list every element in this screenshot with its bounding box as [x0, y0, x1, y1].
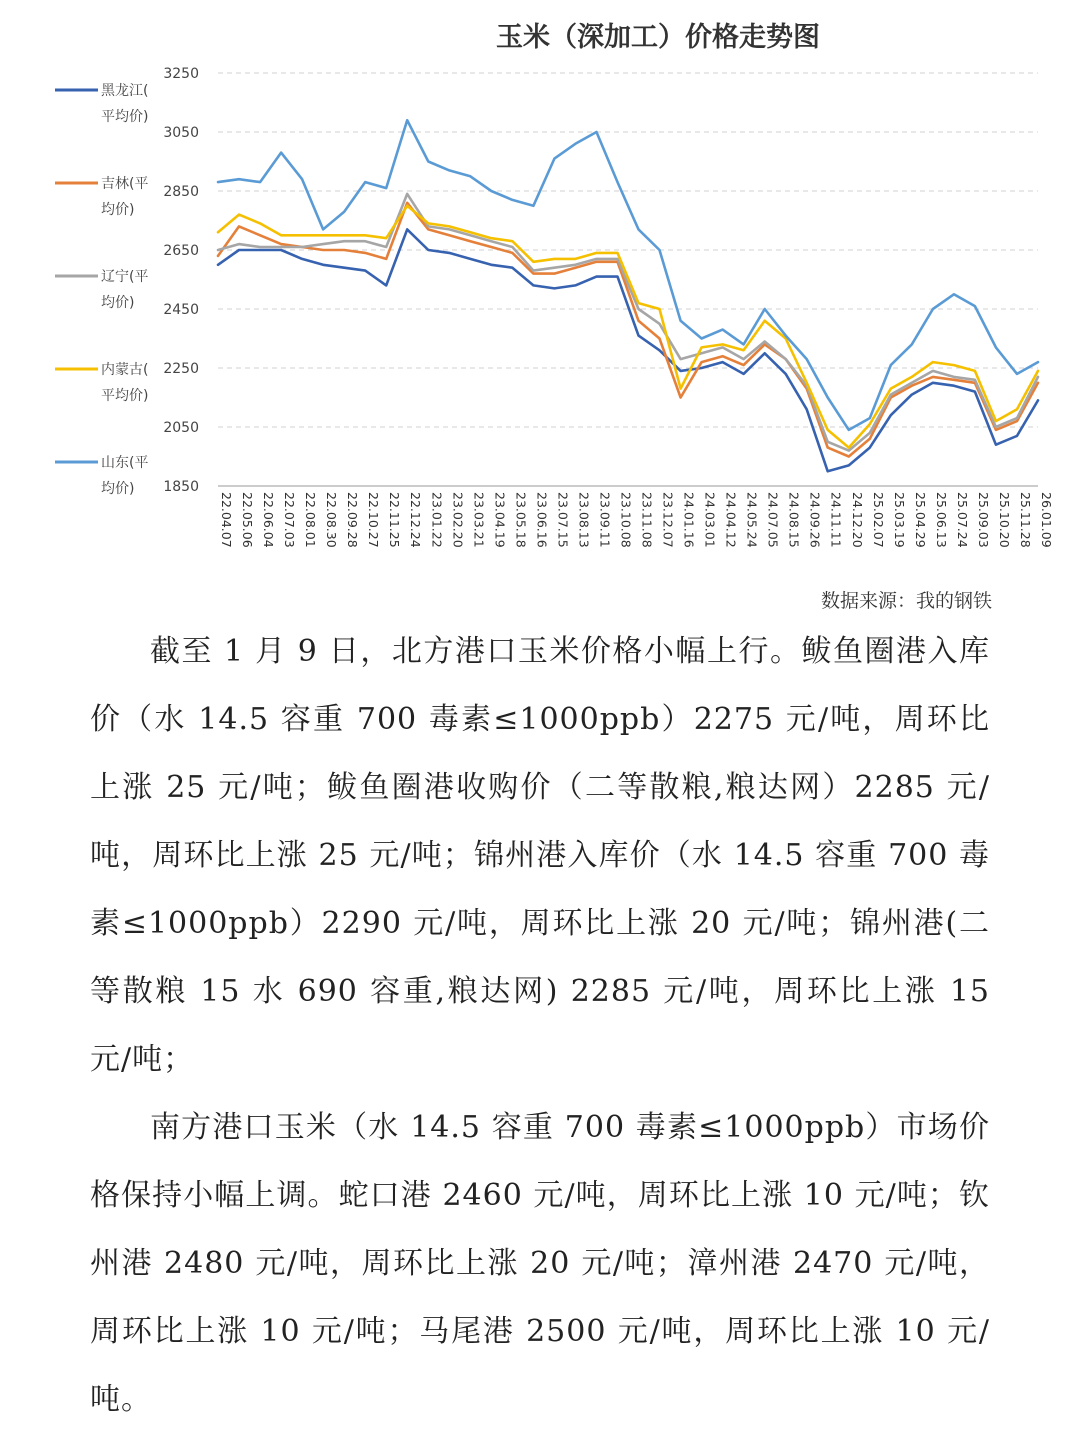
price-trend-chart: [0, 0, 1080, 600]
x-tick-label: 24.08.15: [786, 492, 802, 548]
x-tick-label: 24.11.11: [828, 492, 844, 548]
series-line-1: [218, 229, 1038, 471]
x-tick-label: 22.10.27: [366, 492, 382, 548]
y-tick-label: 2450: [163, 302, 199, 318]
legend-label: 辽宁(平: [101, 269, 149, 285]
x-tick-label: 23.02.20: [450, 492, 466, 548]
legend-label: 平均价): [101, 109, 149, 125]
article-body: [90, 618, 990, 1434]
x-tick-label: 23.03.21: [471, 492, 487, 548]
x-tick-label: 24.05.24: [744, 492, 760, 548]
x-tick-label: 25.11.28: [1017, 492, 1033, 548]
y-axis-ticks: [163, 66, 199, 495]
chart-title: 玉米（深加工）价格走势图: [496, 22, 820, 53]
x-tick-label: 23.09.11: [597, 492, 613, 548]
x-tick-label: 23.10.08: [618, 492, 634, 548]
x-tick-label: 22.04.07: [219, 492, 234, 548]
y-tick-label: 2250: [163, 361, 199, 377]
x-tick-label: 25.09.03: [975, 492, 991, 548]
legend-label: 平均价): [101, 388, 149, 404]
x-tick-label: 23.08.13: [576, 492, 592, 548]
x-tick-label: 25.06.13: [933, 492, 949, 548]
series-lines: [218, 120, 1038, 471]
y-tick-label: 3050: [163, 125, 199, 141]
legend-label: 均价): [101, 481, 135, 497]
series-line-3: [218, 194, 1038, 451]
x-tick-label: 22.12.24: [408, 492, 424, 548]
article-paragraph-south: 南方港口玉米（水 14.5 容重 700 毒素≤1000ppb）市场价格保持小幅上调。蛇口港 2460 元/吨，周环比上涨 10 元/吨；钦州港 2480 元/吨，周环比上涨 20 元/吨；漳州港 2470 元/吨，周环比上涨 10 元/吨；马尾港 2500 元/吨，周环比上涨 10 元/吨。: [90, 1110, 990, 1417]
data-source-note: 数据来源：我的钢铁: [820, 590, 992, 612]
legend-label: 黑龙江(: [101, 83, 149, 99]
x-tick-label: 24.01.16: [681, 492, 697, 548]
x-tick-label: 23.07.15: [555, 492, 571, 548]
legend-label: 均价): [101, 202, 135, 218]
y-tick-label: 2850: [163, 184, 199, 200]
legend-label: 内蒙古(: [101, 362, 149, 378]
x-tick-label: 23.11.08: [639, 492, 655, 548]
x-tick-label: 23.05.18: [513, 492, 529, 548]
x-tick-label: 26.01.09: [1039, 492, 1054, 548]
x-tick-label: 22.05.06: [240, 492, 256, 548]
x-tick-label: 22.11.25: [387, 492, 403, 548]
x-tick-label: 23.12.07: [660, 492, 676, 548]
x-tick-label: 22.08.01: [303, 492, 319, 548]
x-tick-label: 25.03.19: [891, 492, 907, 548]
x-tick-label: 24.12.20: [849, 492, 865, 548]
x-tick-label: 23.04.19: [492, 492, 508, 548]
legend-label: 均价): [101, 295, 135, 311]
x-tick-label: 22.08.30: [324, 492, 340, 548]
x-tick-label: 25.02.07: [870, 492, 886, 548]
legend-label: 山东(平: [101, 455, 149, 471]
legend-label: 吉林(平: [101, 176, 149, 192]
x-tick-label: 24.07.05: [765, 492, 781, 548]
x-axis-ticks: [219, 492, 1054, 548]
x-tick-label: 24.04.12: [723, 492, 739, 548]
y-tick-label: 2650: [163, 243, 199, 259]
article-paragraph-north: 截至 1 月 9 日，北方港口玉米价格小幅上行。鲅鱼圈港入库价（水 14.5 容重 700 毒素≤1000ppb）2275 元/吨，周环比上涨 25 元/吨；鲅鱼圈港收购价（二等散粮,粮达网）2285 元/吨，周环比上涨 25 元/吨；锦州港入库价（水 14.5 容重 700 毒素≤1000ppb）2290 元/吨，周环比上涨 20 元/吨；锦州港(二等散粮 15 水 690 容重,粮达网) 2285 元/吨，周环比上涨 15 元/吨；: [90, 634, 990, 1077]
x-tick-label: 22.07.03: [282, 492, 298, 548]
x-tick-label: 25.07.24: [954, 492, 970, 548]
legend: [55, 82, 148, 497]
x-tick-label: 22.06.04: [261, 492, 277, 548]
y-tick-label: 2050: [163, 420, 199, 436]
x-tick-label: 24.03.01: [702, 492, 718, 548]
x-tick-label: 25.04.29: [912, 492, 928, 548]
x-tick-label: 25.10.20: [996, 492, 1012, 548]
y-tick-label: 3250: [163, 66, 199, 82]
x-tick-label: 22.09.28: [345, 492, 361, 548]
x-tick-label: 23.01.22: [429, 492, 445, 548]
y-tick-label: 1850: [163, 479, 199, 495]
x-tick-label: 24.09.26: [807, 492, 823, 548]
x-tick-label: 23.06.16: [534, 492, 550, 548]
